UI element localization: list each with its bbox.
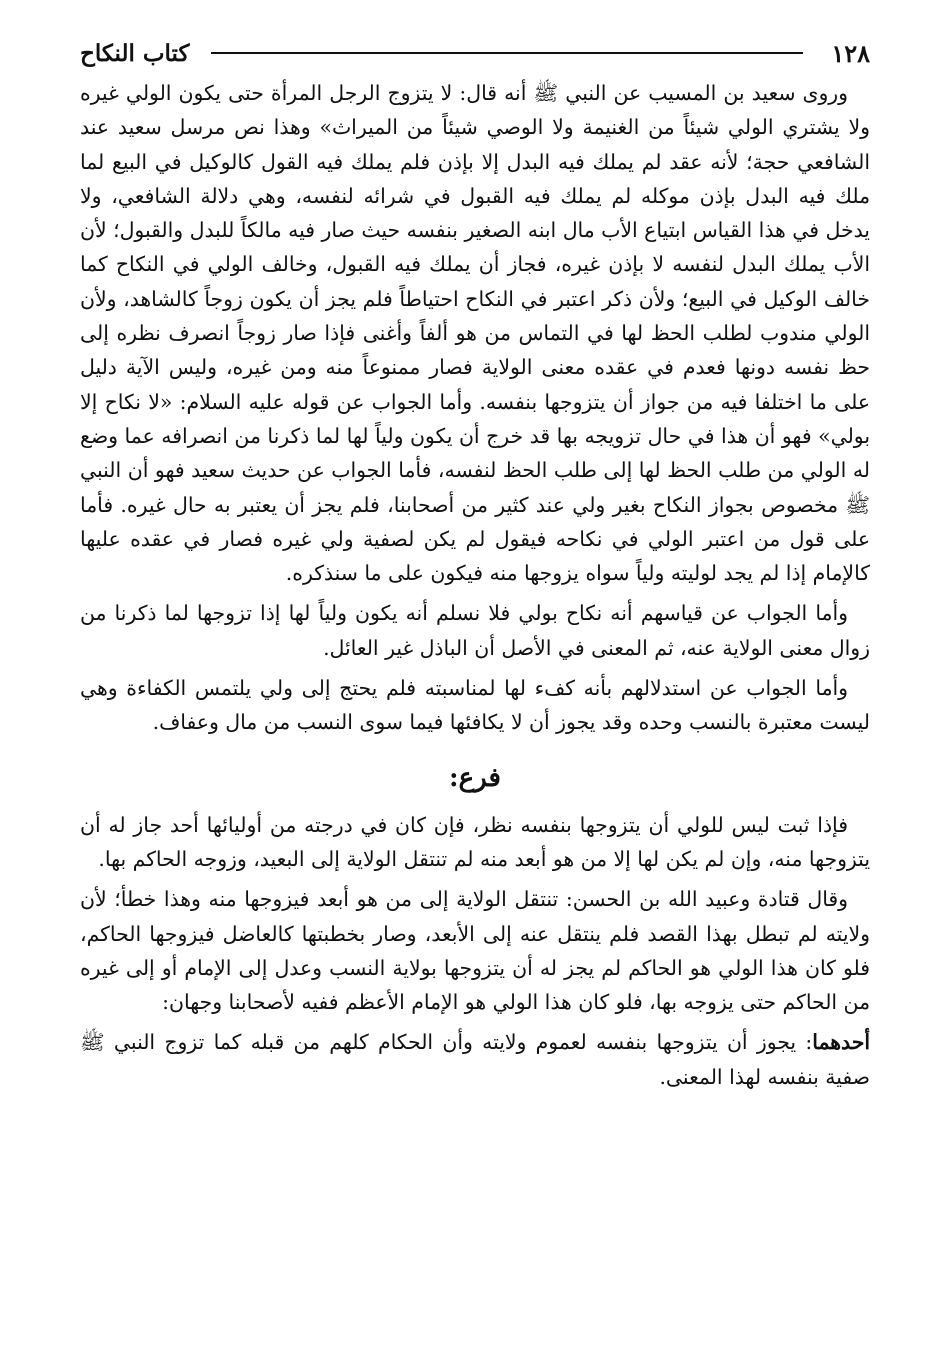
- page-header: [80, 30, 870, 76]
- section-heading: فرع:: [449, 762, 501, 793]
- first-opinion-text: : يجوز أن يتزوجها بنفسه لعموم ولايته وأن الحكام كلهم من قبله كما تزوج النبي ﷺ صفية بنفسه لهذا المعنى.: [80, 1030, 870, 1089]
- paragraph-5: وقال قتادة وعبيد الله بن الحسن: تنتقل الولاية إلى من هو أبعد فيزوجها منه وهذا خطأ؛ لأن ولايته لم تبطل بهذا القصد فلم ينتقل عنه إلى الأبعد، وصار بخطبتها كالعاضل فيزوجها الحاكم، فلو كان هذا الولي هو الحاكم لم يجز له أن يتزوجها بولاية النسب وعدل إلى الإمام أو إلى غيره من الحاكم حتى يزوجه بها، فلو كان هذا الولي هو الإمام الأعظم ففيه لأصحابنا وجهان:: [80, 887, 870, 1015]
- first-opinion-label: أحدهما: [812, 1030, 870, 1055]
- paragraph-6: [80, 1025, 870, 1094]
- page-number: ١٢٨: [831, 38, 870, 68]
- book-title: كتاب النكاح: [80, 39, 190, 67]
- paragraph-2: وأما الجواب عن قياسهم أنه نكاح بولي فلا نسلم أنه يكون ولياً لها إذا تزوجها لما ذكرنا من زوال معنى الولاية عنه، ثم المعنى في الأصل أن الباذل غير العائل.: [80, 601, 870, 660]
- paragraph-4: فإذا ثبت ليس للولي أن يتزوجها بنفسه نظر، فإن كان في درجته من أوليائها أحد جاز له أن يتزوجها منه، وإن لم يكن لها إلا من هو أبعد منه لم تنتقل الولاية إلى البعيد، وزوجه الحاكم بها.: [80, 812, 870, 871]
- book-page: [80, 30, 870, 1350]
- paragraph-3: وأما الجواب عن استدلالهم بأنه كفء لها لمناسبته فلم يحتج إلى ولي يلتمس الكفاءة وهي ليست معتبرة بالنسب وحده وقد يجوز أن لا يكافئها فيما سوى النسب من مال وعفاف.: [80, 676, 870, 735]
- header-rule: [211, 52, 803, 54]
- paragraph-1: وروى سعيد بن المسيب عن النبي ﷺ أنه قال: لا يتزوج الرجل المرأة حتى يكون الولي غيره ولا يشتري الولي شيئاً من الغنيمة ولا الوصي شيئاً من الميراث» وهذا نص مرسل سعيد عند الشافعي حجة؛ لأنه عقد لم يملك فيه البدل إلا بإذن فلم يملك فيه القول كالوكيل في البيع لما ملك فيه البدل بإذن موكله لم يملك فيه القبول في شرائه لنفسه، وهي دلالة الشافعي، ولا يدخل في هذا القياس ابتياع الأب مال ابنه الصغير بنفسه حيث صار فيه مالكاً للبدل والقبول؛ لأن الأب يملك البدل لنفسه لا بإذن غيره، فجاز أن يملك فيه القبول، وخالف الولي في النكاح كما خالف الوكيل في البيع؛ ولأن ذكر اعتبر في النكاح احتياطاً فلم يجز أن يكون زوجاً كالشاهد، ولأن الولي مندوب لطلب الحظ لها في التماس من هو ألفاً وأغنى فإذا صار زوجاً انصرف نظره إلى حظ نفسه دونها فعدم في عقده معنى الولاية فصار ممنوعاً منه ومن غيره، وليس الآية دليل على ما اختلفا فيه من جواز أن يتزوجها بنفسه. وأما الجواب عن قوله عليه السلام: «لا نكاح إلا بولي» فهو أن هذا في حال تزويجه بها قد خرج أن يكون ولياً لها لما ذكرنا من انصرافه عما وضع له الولي من طلب الحظ لها إلى طلب الحظ لنفسه، فأما الجواب عن حديث سعيد فهو أن النبي ﷺ مخصوص بجواز النكاح بغير ولي عند كثير من أصحابنا، فلم يجز أن يعتبر به حال غيره. فأما على قول من اعتبر الولي في نكاحه فيقول لم يكن لصفية ولي غيره فصار في عقده عليها كالإمام إذا لم يجد لوليته ولياً سواه يزوجها منه فيكون على ما سنذكره.: [80, 81, 870, 586]
